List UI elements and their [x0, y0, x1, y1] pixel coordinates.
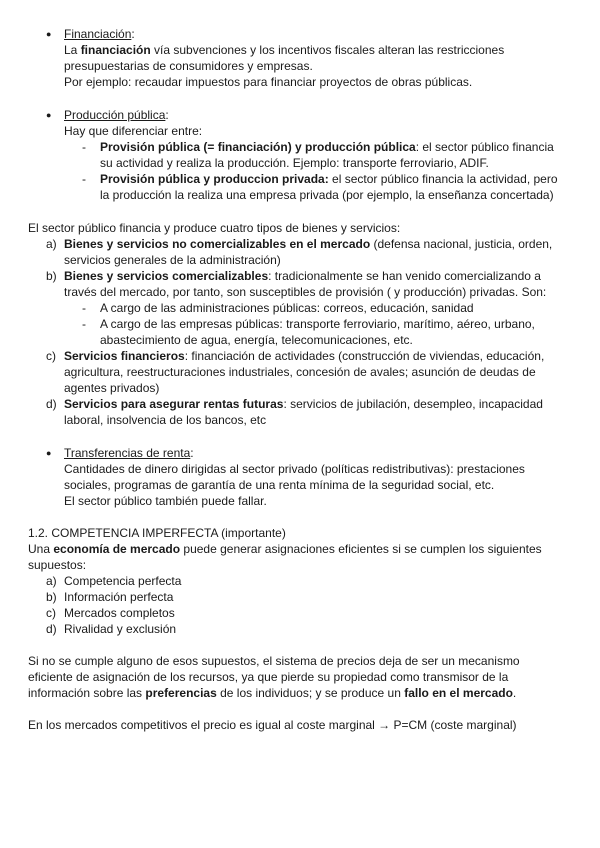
list-item: Competencia perfecta — [64, 574, 182, 588]
text-line: información sobre las preferencias de los individuos; y se produce un fallo en el mercado. — [28, 686, 517, 700]
list-marker: a) — [46, 574, 57, 588]
section-heading: 1.2. COMPETENCIA IMPERFECTA (importante) — [28, 526, 286, 540]
text-line: agentes privados) — [64, 381, 160, 395]
text-line: Provisión pública y produccion privada: el sector público financia la actividad, pero — [100, 172, 558, 186]
list-item: Mercados completos — [64, 606, 175, 620]
text-line: Servicios financieros: financiación de actividades (construcción de viviendas, educación, — [64, 349, 545, 363]
list-marker: b) — [46, 269, 57, 283]
dash-marker: - — [82, 172, 86, 186]
text-line: Bienes y servicios no comercializables en el mercado (defensa nacional, justicia, orden, — [64, 237, 553, 251]
text-line: laboral, insolvencia de los bancos, etc — [64, 413, 267, 427]
text-line: Una economía de mercado puede generar asignaciones eficientes si se cumplen los siguientes — [28, 542, 542, 556]
dash-marker: - — [82, 301, 86, 315]
bullet-icon: ● — [46, 110, 52, 120]
list-item: Información perfecta — [64, 590, 174, 604]
text-line: A cargo de las administraciones públicas: correos, educación, sanidad — [100, 301, 474, 315]
text-line: Por ejemplo: recaudar impuestos para financiar proyectos de obras públicas. — [64, 75, 473, 89]
list-marker: c) — [46, 606, 56, 620]
text-line: Cantidades de dinero dirigidas al sector privado (políticas redistributivas): prestaciones — [64, 462, 525, 476]
text-line: Bienes y servicios comercializables: tradicionalmente se han venido comercializando a — [64, 269, 541, 283]
list-marker: d) — [46, 622, 57, 636]
text-line: Hay que diferenciar entre: — [64, 124, 203, 138]
list-marker: d) — [46, 397, 57, 411]
text-line: la producción la realiza una empresa privada (por ejemplo, la enseñanza concertada) — [100, 188, 554, 202]
text-line: La financiación vía subvenciones y los incentivos fiscales alteran las restricciones — [64, 43, 505, 57]
list-item: Rivalidad y exclusión — [64, 622, 177, 636]
text-line: El sector público financia y produce cuatro tipos de bienes y servicios: — [28, 221, 401, 235]
dash-marker: - — [82, 140, 86, 154]
text-line: presupuestarias de consumidores y empresas. — [64, 59, 313, 73]
bullet-icon: ● — [46, 29, 52, 39]
bullet-icon: ● — [46, 448, 52, 458]
text-line: agricultura, reestructuraciones industriales, concesión de avales; asunción de deudas de — [64, 365, 536, 379]
text-line: servicios generales de la administración) — [64, 253, 281, 267]
text-line: eficiente de asignación de los recursos, ya que pierde su propiedad como transmisor de la — [28, 670, 509, 684]
text-line: supuestos: — [28, 558, 87, 572]
financiacion-heading: Financiación: — [64, 27, 135, 41]
transferencias-heading: Transferencias de renta: — [64, 446, 194, 460]
list-marker: b) — [46, 590, 57, 604]
text-line: su actividad y realiza la producción. Ejemplo: transporte ferroviario, ADIF. — [100, 156, 489, 170]
text-line: A cargo de las empresas públicas: transporte ferroviario, marítimo, aéreo, urbano, — [100, 317, 535, 331]
text-line: través del mercado, por tanto, son susceptibles de provisión ( y producción) privadas. Son: — [64, 285, 547, 299]
text-line: sociales, programas de garantía de una renta mínima de la seguridad social, etc. — [64, 478, 495, 492]
list-marker: c) — [46, 349, 56, 363]
produccion-heading: Producción pública: — [64, 108, 169, 122]
text-line: El sector público también puede fallar. — [64, 494, 267, 508]
text-line: En los mercados competitivos el precio es igual al coste marginal → P=CM (coste marginal) — [28, 718, 517, 732]
dash-marker: - — [82, 317, 86, 331]
list-marker: a) — [46, 237, 57, 251]
text-line: Servicios para asegurar rentas futuras: servicios de jubilación, desempleo, incapacidad — [64, 397, 543, 411]
text-line: Si no se cumple alguno de esos supuestos, el sistema de precios deja de ser un mecanismo — [28, 654, 520, 668]
text-line: Provisión pública (= financiación) y producción pública: el sector público financia — [100, 140, 554, 154]
text-line: abastecimiento de agua, energía, telecomunicaciones, etc. — [100, 333, 413, 347]
